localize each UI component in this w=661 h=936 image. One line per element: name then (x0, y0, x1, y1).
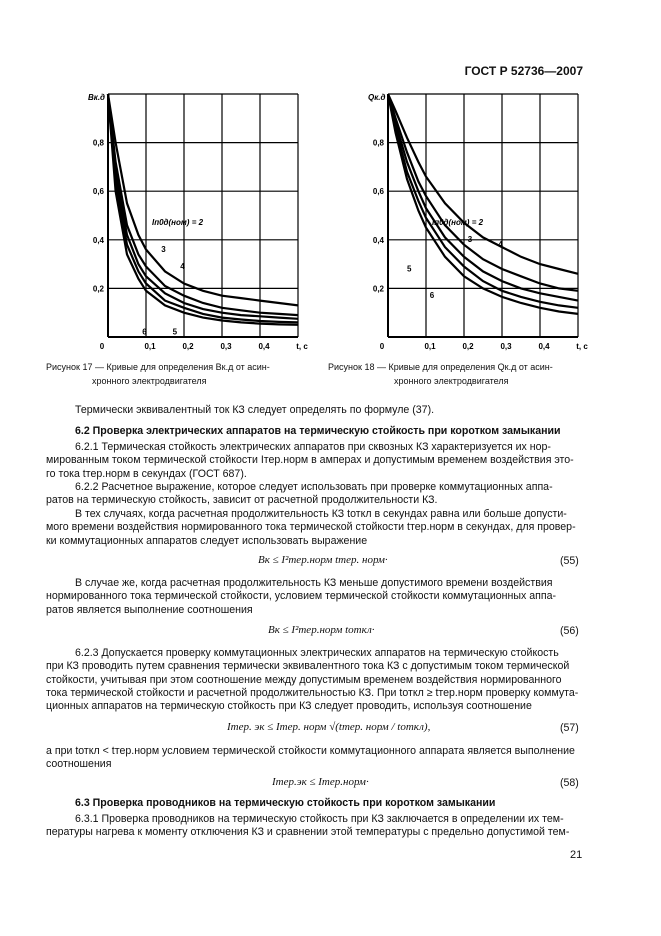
equation-56-number: (56) (560, 625, 579, 637)
curve-label: 4 (180, 261, 185, 271)
text-line: ки коммутационных аппаратов следует использовать выражение (46, 534, 368, 547)
section-6-2-1 (46, 441, 584, 481)
x-tick-label: 0 (99, 342, 105, 351)
y-tick-label: 0,8 (372, 138, 384, 148)
x-tick-label: 0,1 (144, 342, 156, 351)
text-line: 6.2.3 Допускается проверку коммутационных электрических аппаратов на термическую стойкость (75, 647, 559, 659)
series-line-5 (388, 94, 578, 308)
paragraph-a (46, 508, 584, 548)
y-tick-label: 0,4 (92, 235, 104, 245)
equation-58-number: (58) (560, 777, 579, 789)
x-tick-label: 0,3 (220, 342, 232, 351)
y-tick-label: 0,2 (92, 284, 104, 294)
curve-label: 3 (467, 235, 473, 245)
series-line-4 (108, 94, 298, 319)
y-tick-label: 0,2 (372, 284, 384, 294)
curve-label: 5 (172, 327, 178, 337)
figure-17-caption (46, 360, 306, 388)
paragraph-b (46, 577, 584, 617)
text-line: В случае же, когда расчетная продолжительность КЗ меньше допустимого времени воздействия (75, 577, 553, 589)
equation-55: Bк ≤ I²тер.норм tтер. норм· (258, 554, 388, 566)
caption-line: хронного электродвигателя (92, 376, 207, 386)
caption-line: Рисунок 17 — Кривые для определения Bк.д от асин- (46, 362, 270, 372)
figure-18-caption (328, 360, 598, 388)
x-tick-label: 0,3 (500, 342, 512, 351)
text-line: В тех случаях, когда расчетная продолжительность КЗ tоткл в секундах равна или больше допусти- (75, 508, 567, 520)
y-axis-label: Bк.д (88, 93, 105, 102)
text-line: ратов на термическую стойкость, зависит от расчетной продолжительности КЗ. (46, 494, 438, 507)
equation-58: Iтер.эк ≤ Iтер.норм· (272, 776, 369, 788)
y-tick-label: 0,4 (372, 235, 384, 245)
curve-label: 4 (498, 240, 503, 250)
page-number: 21 (570, 849, 583, 861)
text-line: ционных аппаратов на термическую стойкость при КЗ следует проводить, используя соотношение (46, 700, 532, 713)
text-line: 6.3.1 Проверка проводников на термическую стойкость при КЗ заключается в определении их тем- (75, 813, 564, 825)
curve-label: 6 (142, 327, 147, 337)
text-line: соотношения (46, 758, 112, 771)
y-axis-label: Qк.д (368, 93, 386, 102)
x-tick-label: t, c (296, 342, 308, 351)
equation-55-number: (55) (560, 555, 579, 567)
curve-label: 5 (407, 264, 412, 274)
figure-17-chart (70, 82, 308, 352)
section-6-2-3 (46, 647, 584, 713)
x-tick-label: t, c (576, 342, 588, 351)
equation-57-number: (57) (560, 722, 579, 734)
y-tick-label: 0,6 (372, 187, 384, 197)
curve-label: 3 (161, 244, 166, 254)
section-6-2-heading: 6.2 Проверка электрических аппаратов на термическую стойкость при коротком замыкании (75, 425, 561, 437)
y-tick-label: 0,8 (92, 138, 104, 148)
text-line: стойкости, учитывая при этом соотношение между допустимым временем воздействия нормированного (46, 673, 562, 686)
text-line: мированным током термической стойкости Iтер.норм в амперах и допустимым временем воздействия это- (46, 454, 574, 467)
equation-56: Bк ≤ I²тер.норм tоткл· (268, 624, 375, 636)
text-line: мого времени воздействия нормированного тока термической стойкости tтер.норм в секундах, для провер- (46, 521, 576, 534)
caption-line: хронного электродвигателя (394, 376, 509, 386)
paragraph-c (46, 745, 584, 772)
text-line: тока термической стойкости и расчетной продолжительностью КЗ. При tоткл ≥ tтер.норм проверку коммута- (46, 686, 579, 699)
x-tick-label: 0 (379, 342, 385, 351)
text-line: ратов является выполнение соотношения (46, 603, 253, 616)
curve-label-main: Iп0д(ном) = 2 (152, 218, 204, 228)
figure-18-chart (350, 82, 588, 352)
x-tick-label: 0,2 (182, 342, 194, 351)
equation-57: Iтер. эк ≤ Iтер. норм √(tтер. норм / tоткл), (227, 721, 431, 733)
text-line: пературы нагрева к моменту отключения КЗ и сравнении этой температуры с предельно допустимой тем- (46, 826, 570, 839)
y-tick-label: 0,6 (92, 187, 104, 197)
caption-line: Рисунок 18 — Кривые для определения Qк.д от асин- (328, 362, 553, 372)
text-line: а при tоткл < tтер.норм условием термической стойкости коммутационного аппарата является выполнение (46, 745, 575, 757)
series-line-3 (388, 94, 578, 291)
section-6-3-1 (46, 813, 584, 840)
curve-label: 6 (429, 291, 435, 301)
x-tick-label: 0,1 (424, 342, 436, 351)
x-tick-label: 0,4 (538, 342, 550, 351)
text-line: нормированного тока термической стойкости, условием термической стойкости коммутационных аппа- (46, 590, 556, 603)
series-line-3 (108, 94, 298, 315)
section-6-2-2 (46, 481, 584, 508)
text-line: го тока tтер.норм в секундах (ГОСТ 687). (46, 467, 247, 480)
text-line: 6.2.1 Термическая стойкость электрических аппаратов при сквозных КЗ характеризуется их нор- (75, 441, 551, 453)
section-6-3-heading: 6.3 Проверка проводников на термическую стойкость при коротком замыкании (75, 797, 496, 809)
x-tick-label: 0,2 (462, 342, 474, 351)
curve-label-main: Iп0д(ном) = 2 (432, 218, 484, 228)
text-line: 6.2.2 Расчетное выражение, которое следует использовать при проверке коммутационных аппа- (75, 481, 553, 493)
document-header: ГОСТ Р 52736—2007 (464, 64, 583, 78)
x-tick-label: 0,4 (258, 342, 270, 351)
intro-paragraph: Термически эквивалентный ток КЗ следует определять по формуле (37). (75, 404, 435, 416)
text-line: при КЗ проводить путем сравнения термически эквивалентного тока КЗ с допустимым током термической (46, 660, 570, 673)
